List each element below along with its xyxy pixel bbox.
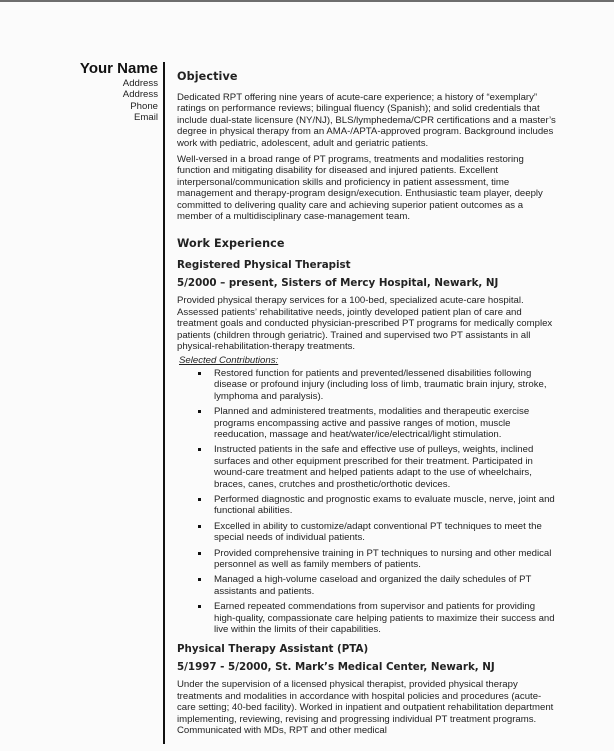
contact-address-1: Address: [122, 78, 158, 89]
contribution-item: [177, 406, 557, 440]
contribution-text: Excelled in ability to customize/adapt conventional PT techniques to meet the special needs of individual patients.: [214, 520, 542, 544]
contribution-item: [177, 548, 557, 571]
contribution-text: Planned and administered treatments, modalities and therapeutic exercise programs encompassing active and passive ranges of motion, muscle reeducation, massage and heat/water/ice/electrical/light stimulation.: [214, 406, 530, 440]
bullet-icon: [198, 372, 201, 375]
contribution-text: Managed a high-volume caseload and organized the daily schedules of PT assistants and patients.: [214, 574, 532, 597]
bullet-icon: [198, 448, 201, 451]
job-title: Registered Physical Therapist: [177, 259, 351, 272]
contributions-list: [177, 368, 557, 636]
job-description: Provided physical therapy services for a 100-bed, specialized acute-care hospital. Assessed patients’ rehabilitative needs, jointly developed patient plan of care and treatment goals and conducted physician-prescribed PT programs for medically complex patients (children through geriatric). Trained and supervised two PT assistants in all physical-rehabilitation-therapy treatments.: [177, 295, 553, 353]
contact-email: Email: [134, 112, 158, 124]
contribution-item: [177, 444, 557, 490]
contact-address-2: Address: [122, 89, 158, 101]
objective-paragraph-2: Well-versed in a broad range of PT programs, treatments and modalities restoring function and mitigating disability for diseased and injured patients. Excellent interpersonal/communication skills and proficiency in patient assessment, time management and therapy-program design/execution. Enthusiastic team player, deeply committed to delivering quality care and achieving superior patient outcomes as a member of a multidisciplinary case-management team.: [177, 154, 543, 223]
contribution-item: [177, 521, 557, 544]
bullet-icon: [198, 552, 201, 555]
contribution-item: [177, 574, 557, 597]
contribution-text: Performed diagnostic and prognostic exams to evaluate muscle, nerve, joint and functional abilities.: [214, 493, 555, 517]
bullet-icon: [198, 605, 201, 608]
contribution-text: Restored function for patients and prevented/lessened disabilities following disease or profound injury (including loss of limb, traumatic brain injury, stroke, lymphoma and paralysis).: [214, 367, 547, 402]
contribution-text: Instructed patients in the safe and effective use of pulleys, weights, inclined surfaces and other equipment prescribed for their treatment. Participated in wound-care treatment and helped patients adapt to the use of wheelchairs, braces, canes, crutches and prosthetic/orthotic devices.: [214, 444, 534, 490]
contact-block: [60, 60, 158, 124]
job-description: Under the supervision of a licensed physical therapist, provided physical therapy treatments and modalities in accordance with hospital policies and procedures (acute-care setting; 40-bed facility). Worked in inpatient and outpatient rehabilitation department implementing, reviewing, revising and progressing individual PT treatment programs. Communicated with MDs, RPT and other medical: [177, 679, 554, 737]
contribution-item: [177, 368, 557, 402]
candidate-name: Your Name: [79, 60, 158, 77]
job-title: Physical Therapy Assistant (PTA): [177, 643, 369, 656]
vertical-divider: [163, 62, 165, 744]
contribution-item: [177, 494, 557, 517]
bullet-icon: [198, 498, 201, 501]
objective-section: [177, 70, 557, 222]
contribution-text: Earned repeated commendations from supervisor and patients for providing high-quality, compassionate care helping patients to maximize their success and live within the limits of their capabilities.: [214, 601, 555, 636]
contribution-item: [177, 601, 557, 635]
work-experience-heading: Work Experience: [177, 237, 285, 251]
job-entry: [177, 259, 557, 635]
work-experience-section: [177, 237, 557, 736]
bullet-icon: [198, 410, 201, 413]
bullet-icon: [198, 525, 201, 528]
contribution-text: Provided comprehensive training in PT techniques to nursing and other medical personnel as well as family members of patients.: [214, 547, 552, 570]
selected-contributions-label: Selected Contributions:: [179, 354, 279, 366]
job-entry: [177, 643, 557, 736]
bullet-icon: [198, 578, 201, 581]
objective-heading: Objective: [177, 70, 238, 83]
job-dates-employer: 5/2000 – present, Sisters of Mercy Hospital, Newark, NJ: [177, 277, 499, 290]
page-top-border: [0, 0, 614, 2]
contact-phone: Phone: [130, 100, 158, 112]
objective-paragraph-1: Dedicated RPT offering nine years of acute-care experience; a history of “exemplary” ratings on performance reviews; bilingual fluency (Spanish); and solid credentials that include dual-state licensure (NY/NJ), BLS/lymphedema/CPR certifications and a master’s degree in physical therapy from an AMA-/APTA-approved program. Background includes work with pediatric, adolescent, adult and geriatric patients.: [177, 92, 556, 149]
resume-body: [177, 70, 557, 741]
job-dates-employer: 5/1997 - 5/2000, St. Mark’s Medical Center, Newark, NJ: [177, 661, 495, 674]
